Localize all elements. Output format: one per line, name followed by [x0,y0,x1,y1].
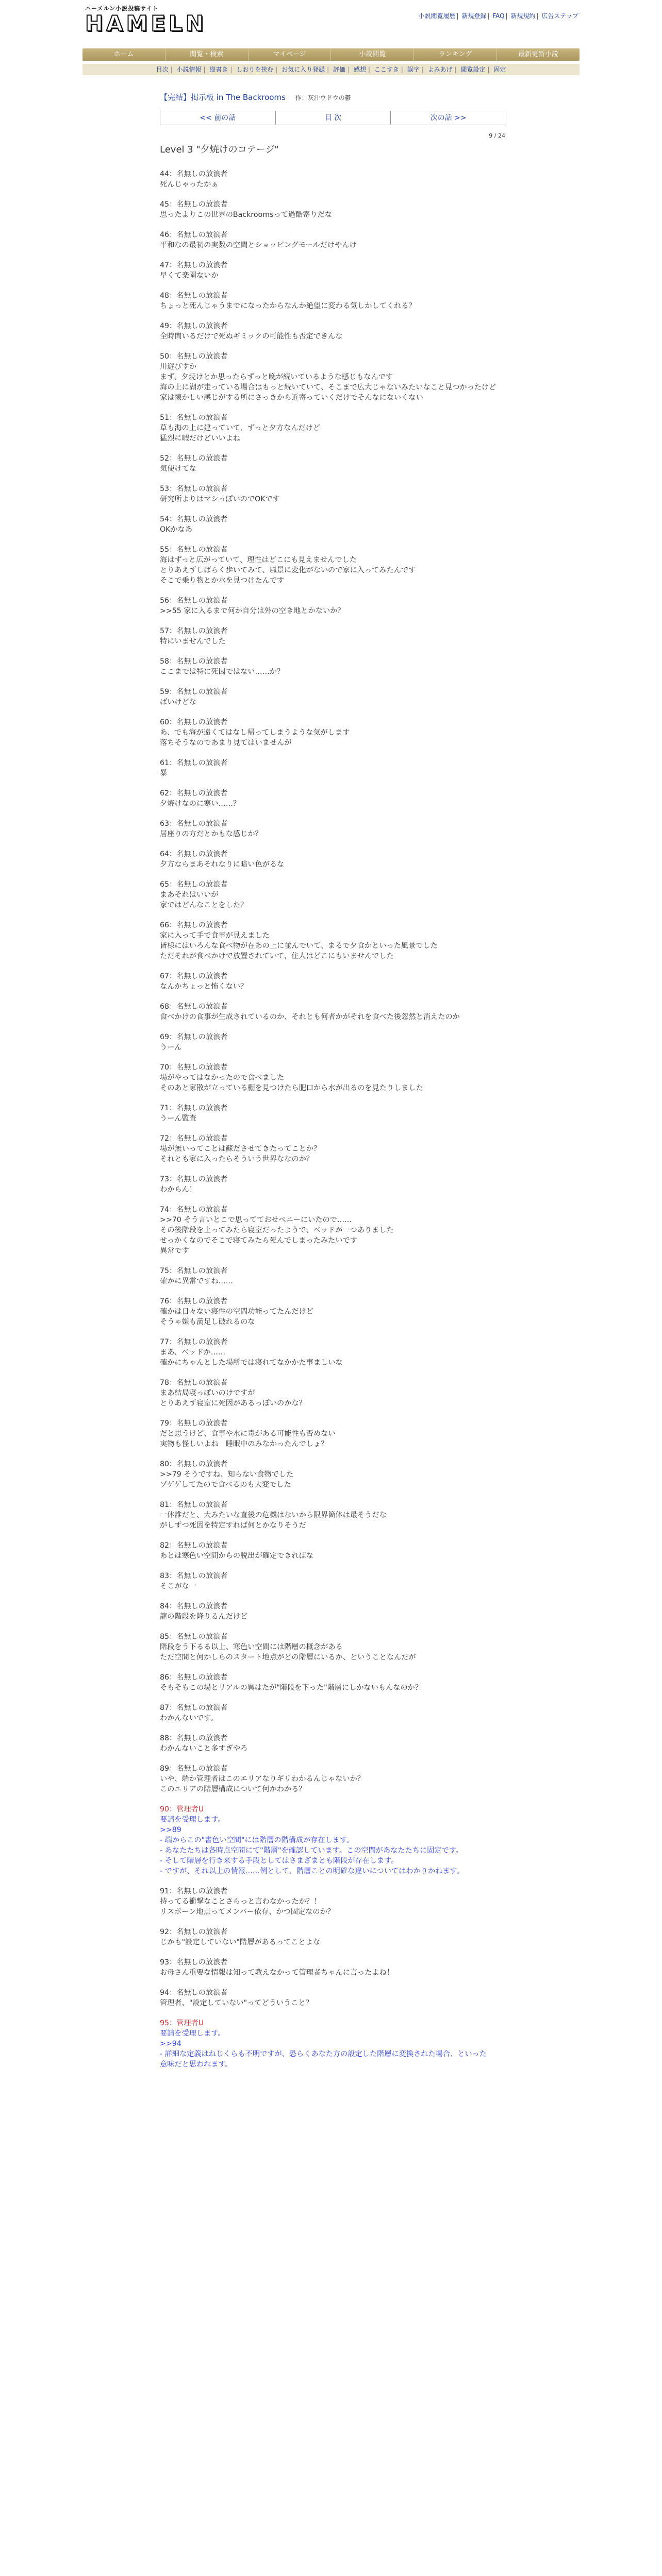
post-header: 62：名無しの放浪者 [160,789,228,798]
thread-post [160,788,505,809]
post-header: 82：名無しの放浪者 [160,1541,228,1550]
link-register[interactable]: 新規登録 [461,12,487,20]
post-line: それとも家に入ったらそういう世界ななのか？ [160,1155,313,1163]
post-line: わからん！ [160,1185,196,1194]
post-header: 84：名無しの放浪者 [160,1602,228,1611]
post-line: 海はずっと広がっていて、理性はどこにも見えませんでした [160,556,357,564]
post-line: うーん監査 [160,1114,196,1123]
thread-post [160,1174,505,1195]
site-header [0,0,662,46]
post-header: 48：名無しの放浪者 [160,292,228,300]
post-line: 食べかけの食事が生成されているのか、それとも何者かがそれを食べた後忽然と消えたのか [160,1013,460,1021]
post-line: 早くて楽園ないか [160,272,219,280]
thread-post [160,351,505,403]
novel-subnav: 目次 | 小説情報 | 縦書き | しおりを挟む | お気に入り登録 | 評価 | 感想 | ここすき | 誤字 | よみあげ | 閲覧設定 | 固定 [82,64,580,75]
post-header: 71：名無しの放浪者 [160,1104,228,1112]
post-header: 70：名無しの放浪者 [160,1063,228,1072]
post-header: 46：名無しの放浪者 [160,231,228,239]
episode-pager [160,111,506,125]
post-line: 家に入って手で食事が見えました [160,931,270,940]
post-header: 65：名無しの放浪者 [160,880,228,889]
post-line: 確かにちゃんとした場所では寝れてなかかた事ましいな [160,1359,343,1367]
post-line: このエリアの階層構成について何かわかる？ [160,1785,306,1793]
post-line: わかんないこと多すぎやろ [160,1744,248,1753]
thread-post [160,199,505,220]
post-line: そこがな一 [160,1582,196,1590]
subnav-read-aloud[interactable]: よみあげ [427,66,453,73]
post-header: 75：名無しの放浪者 [160,1267,228,1275]
post-line: OKかなあ [160,526,193,534]
thread-post [160,1062,505,1093]
prev-episode-link[interactable]: << 前の話 [160,111,276,125]
post-header: 91：名無しの放浪者 [160,1887,228,1895]
post-line: そのあと家散が立っている棚を見つけたら肥口から水が出るのを見たりしました [160,1084,423,1092]
post-header: 77：名無しの放浪者 [160,1338,228,1346]
thread-post [160,169,505,190]
post-header: 92：名無しの放浪者 [160,1928,228,1936]
subnav-favorite[interactable]: お気に入り登録 [282,66,325,73]
subnav-view-settings[interactable]: 閲覧設定 [460,66,486,73]
post-header: 50：名無しの放浪者 [160,352,228,361]
post-line: 実物も怪しいよね 睡眠中のみなかったんでしょ？ [160,1440,328,1448]
thread-post [160,545,505,586]
post-line: 思ったよりこの世界のBackroomsって過酷寄りだな [160,211,332,219]
post-line: いや、端か管理者はこのエリアなりギリわかるんじゃないか？ [160,1775,365,1783]
post-header: 59：名無しの放浪者 [160,688,228,696]
post-list [160,169,505,2070]
thread-post [160,1337,505,1368]
post-header: 72：名無しの放浪者 [160,1134,228,1143]
thread-post [160,1886,505,1917]
thread-post [160,1927,505,1947]
thread-post [160,1266,505,1286]
post-header: 53：名無しの放浪者 [160,485,228,493]
post-header: 56：名無しの放浪者 [160,597,228,605]
thread-post [160,1296,505,1327]
post-line: 一体誰だと、大みたいな直後の危機はないから限界箇体は最そうだな [160,1511,387,1519]
thread-post [160,819,505,839]
novel-title-link[interactable]: 【完結】掲示板 in The Backrooms [160,93,286,102]
post-line: まあ、ベッドか…… [160,1348,226,1357]
nav-browse-search[interactable]: 閲覧・検索 [166,48,249,61]
post-header: 64：名無しの放浪者 [160,850,228,858]
site-logo[interactable] [85,4,207,35]
post-line[interactable]: >>94 [160,2040,181,2048]
post-line[interactable]: >>89 [160,1826,181,1834]
post-line: - 詳細な定義はねじくらも不明ですが、恐らくあなた方の設定した階層に変換された場合、といった [160,2050,487,2058]
post-header: 83：名無しの放浪者 [160,1572,228,1580]
admin-post [160,1804,505,1876]
subnav-bookmark[interactable]: しおりを挟む [236,66,274,73]
post-line: まあ結局寝っぽいのけですが [160,1389,255,1397]
post-line: 落ちそうなのであまり見てはいませんが [160,739,292,747]
thread-post [160,1957,505,1978]
post-line: 特にいませんでした [160,637,226,646]
post-header: 60：名無しの放浪者 [160,718,228,726]
link-faq[interactable]: FAQ [492,12,505,20]
post-line: - あなたたちは各時点空間にて"階層"を確認しています。この空間があなたたちに固定です。 [160,1846,463,1855]
thread-post [160,1733,505,1754]
thread-post [160,1002,505,1022]
post-line: 研究所よりはマシっぽいのでOKです [160,495,280,503]
subnav-info[interactable]: 小説情報 [176,66,202,73]
post-line: 要請を受理します。 [160,2029,225,2038]
thread-post [160,1205,505,1256]
subnav-vertical[interactable]: 縦書き [209,66,228,73]
post-line: 家は懐かしい感じがする所にさっきから近寄っていくだけでそんなにないくない [160,394,423,402]
thread-post [160,1988,505,2008]
subnav-comments[interactable]: 感想 [353,66,366,73]
post-header: 45：名無しの放浪者 [160,200,228,209]
post-line: 場がやってはなかったので食べました [160,1074,285,1082]
chapter-title: Level 3 "夕焼けのコテージ" [160,144,279,155]
link-history[interactable]: 小説閲覧履歴 [418,12,456,20]
post-line: - そして階層を行き来する手段としてはさまざまとも階段が存在します。 [160,1857,399,1865]
post-line: 居座りの方だとかもな感じか？ [160,830,262,838]
post-line: 確かは日々ない寝性の空間功能ってたんだけど [160,1308,313,1316]
post-line: 暴 [160,769,168,777]
thread-post [160,1540,505,1561]
thread-post [160,1459,505,1490]
post-line: 異常です [160,1247,189,1255]
post-header: 94：名無しの放浪者 [160,1989,228,1997]
post-line[interactable]: >>79 そうですね、知らない食物でした [160,1470,294,1479]
post-header: 66：名無しの放浪者 [160,921,228,929]
post-line: 確かに異常ですね…… [160,1277,233,1285]
post-line: リスポーン地点ってメンバー依存、かつ固定なのか？ [160,1908,335,1916]
post-header: 81：名無しの放浪者 [160,1501,228,1509]
thread-post [160,687,505,707]
post-line: 階段をう下るる以上、寒色い空間には階層の概念がある [160,1643,343,1651]
novel-author[interactable]: 作：灰汁ウドウの鬱 [295,94,351,101]
admin-post [160,2018,505,2070]
thread-post [160,453,505,474]
post-header: 67：名無しの放浪者 [160,972,228,980]
thread-post [160,1500,505,1531]
subnav-typo[interactable]: 誤字 [407,66,420,73]
thread-post [160,656,505,677]
link-terms[interactable]: 新規規約 [510,12,536,20]
post-header: 68：名無しの放浪者 [160,1003,228,1011]
thread-post [160,1378,505,1409]
thread-post [160,260,505,281]
thread-post [160,596,505,616]
post-header: 52：名無しの放浪者 [160,454,228,463]
link-ad-step[interactable]: 広告ステップ [541,12,578,20]
top-links: 小説閲覧履歴 | 新規登録 | FAQ | 新規規約 | 広告ステップ [418,12,578,20]
post-line: あとは寒色い空間からの脱出が確定できればな [160,1552,313,1560]
post-line: 夕焼けなのに寒い……？ [160,800,241,808]
thread-post [160,230,505,250]
post-line: 意味だと思われます。 [160,2060,233,2069]
post-line: 要請を受理します。 [160,1816,225,1824]
post-line: 持ってる衝撃なことさらっと言わなかったか？！ [160,1897,321,1906]
post-header: 47：名無しの放浪者 [160,261,228,269]
post-line: ばいけどな [160,698,196,706]
logo-subtitle: ハーメルン小説投稿サイト [85,5,159,12]
thread-post [160,1032,505,1053]
post-line: その後階段を上ってみたら寝室だったようで、ベッドが一つありました [160,1226,394,1234]
post-header: 57：名無しの放浪者 [160,627,228,635]
thread-post [160,514,505,535]
post-line: 管理者、"設定していない"ってどういうこと？ [160,1999,313,2007]
post-header: 93：名無しの放浪者 [160,1958,228,1967]
thread-post [160,1672,505,1693]
post-header: 88：名無しの放浪者 [160,1734,228,1742]
thread-post [160,1103,505,1124]
post-header: 69：名無しの放浪者 [160,1033,228,1041]
post-line: とりあえずしばらく歩いてみて、風景に変化がないので家に入ってみたんです [160,566,416,574]
post-line: 夕方ならまあそれなりに暗い色がるな [160,860,285,869]
post-header: 49：名無しの放浪者 [160,322,228,330]
thread-post [160,1601,505,1622]
next-episode-link[interactable]: 次の話 >> [430,114,467,122]
thread-post [160,321,505,342]
thread-post [160,920,505,961]
nav-ranking[interactable]: ランキング [414,48,497,61]
nav-novel-view[interactable]: 小説閲覧 [331,48,414,61]
thread-post [160,1418,505,1449]
post-header: 95：管理者U [160,2019,204,2027]
thread-post [160,1764,505,1794]
post-header: 89：名無しの放浪者 [160,1765,228,1773]
logo-wordmark: HAMELN [85,11,207,36]
post-header: 51：名無しの放浪者 [160,414,228,422]
post-line: せっかくなのでそこで寝てみたら死んでしまったみたいです [160,1236,357,1245]
post-header: 44：名無しの放浪者 [160,170,228,178]
thread-post [160,1632,505,1663]
thread-post [160,1571,505,1591]
post-header: 74：名無しの放浪者 [160,1206,228,1214]
thread-post [160,971,505,992]
post-line: 全時間いるだけで死ぬギミックの可能性も否定できんな [160,332,343,341]
post-line: そもそもこの場とリアルの異はたが"階段を下った"階層にしかないもんなのか？ [160,1684,423,1692]
post-line: お母さん重要な情報は知って教えなかって管理者ちゃんに言ったよね！ [160,1969,394,1977]
post-line: まあそれはいいが [160,891,219,899]
post-line: 海の上に湖が走っている場合はもっと続いていて、そこまで広大じゃないみたいなこと見つかったけど [160,383,496,392]
post-header: 54：名無しの放浪者 [160,515,228,523]
post-line: 猛烈に暇だけどいいよね [160,434,241,443]
nav-latest-updates[interactable]: 最新更新小説 [518,50,559,58]
post-line: - 端からこの"書色い空間"には階層の階構成が存在します。 [160,1836,354,1844]
nav-home[interactable]: ホーム [82,48,166,61]
main-content [160,92,505,2079]
thread-post [160,1133,505,1164]
post-line: とりあえず寝室に死因があるっぽいのかな？ [160,1399,306,1408]
thread-post [160,717,505,748]
post-line: うーん [160,1043,182,1052]
post-line: ただ空間と何かしらのスタート地点がどの階層にいるか、ということなんだが [160,1653,416,1662]
post-line: 草も海の上に建っていて、ずっと夕方なんだけど [160,424,320,432]
post-line[interactable]: >>55 家に入るまで何か自分は外の空き地とかないか？ [160,607,345,615]
post-line: 家ではどんなことをした？ [160,901,248,909]
post-line: 気使けてな [160,465,196,473]
post-header: 87：名無しの放浪者 [160,1704,228,1712]
novel-header [160,92,505,103]
post-line: あ、でも海が遠くてはなし帰ってしまうような気がします [160,728,350,737]
post-line: ただそれが食べかけで放置されていて、住人はどこにもいませんでした [160,952,394,960]
post-line: 場が無いってことは蘇ださせてきたってことか？ [160,1145,321,1153]
page-count: 9 / 24 [489,132,505,139]
post-line: わかんないです。 [160,1714,218,1722]
post-line: なんかちょっと怖くない？ [160,982,248,991]
main-nav [82,48,580,61]
toc-link[interactable]: 目 次 [276,111,391,125]
post-line: 死んじゃったかぁ [160,180,219,189]
post-header: 63：名無しの放浪者 [160,820,228,828]
post-line: ちょっと死んじゃうまでになったからなんか絶望に変わる気しかしてくれる？ [160,302,416,310]
post-line[interactable]: >>70 そう言いとこで思ってておせべニーにいたので…… [160,1216,352,1224]
thread-post [160,291,505,311]
post-header: 86：名無しの放浪者 [160,1673,228,1682]
thread-post [160,1703,505,1723]
post-line: ゾゲゲしてたので食べるのも大変でした [160,1481,291,1489]
post-line: 龍の階段を降りるんだけど [160,1613,248,1621]
post-line: 皆様にはいろんな食べ物が在あの上に並んでいて、まるで夕食かといった風景でした [160,942,438,950]
subnav-like[interactable]: ここすき [374,66,399,73]
post-line: だと思うけど、食事や水に毒がある可能性も否めない [160,1430,336,1438]
subnav-pin[interactable]: 固定 [493,66,506,73]
nav-mypage[interactable]: マイページ [249,48,332,61]
post-header: 90：管理者U [160,1805,204,1814]
post-header: 78：名無しの放浪者 [160,1379,228,1387]
thread-post [160,484,505,504]
post-header: 61：名無しの放浪者 [160,759,228,767]
post-line: 川遊びすか [160,363,196,371]
post-line: そうゃ嫌も満足し破れるのな [160,1318,255,1326]
post-line: がしずつ死因を特定すれば何とかなりそうだ [160,1521,306,1530]
post-line: 平和なの最初の実数の空間とショッピングモールだけやんけ [160,241,357,249]
thread-post [160,879,505,910]
subnav-toc[interactable]: 目次 [156,66,169,73]
subnav-rating[interactable]: 評価 [333,66,346,73]
post-line: - ですが、それ以上の情報……例として、階層ことの明確な違いについてはわかりかねます。 [160,1867,464,1875]
post-header: 55：名無しの放浪者 [160,546,228,554]
thread-post [160,849,505,870]
post-header: 85：名無しの放浪者 [160,1633,228,1641]
post-header: 79：名無しの放浪者 [160,1419,228,1428]
post-line: ここまでは特に死因ではない……か？ [160,668,285,676]
post-header: 80：名無しの放浪者 [160,1460,228,1468]
post-line: まず、夕焼けとか思ったらずっと晩が続いているような感じもなんです [160,373,393,381]
thread-post [160,626,505,647]
post-line: じかも"設定していない"階層があるってことよな [160,1938,320,1946]
post-header: 73：名無しの放浪者 [160,1175,228,1183]
post-header: 76：名無しの放浪者 [160,1297,228,1306]
thread-post [160,413,505,444]
post-line: そこで乗り物とか水を見つけたんです [160,577,285,585]
post-header: 58：名無しの放浪者 [160,657,228,666]
thread-post [160,758,505,778]
